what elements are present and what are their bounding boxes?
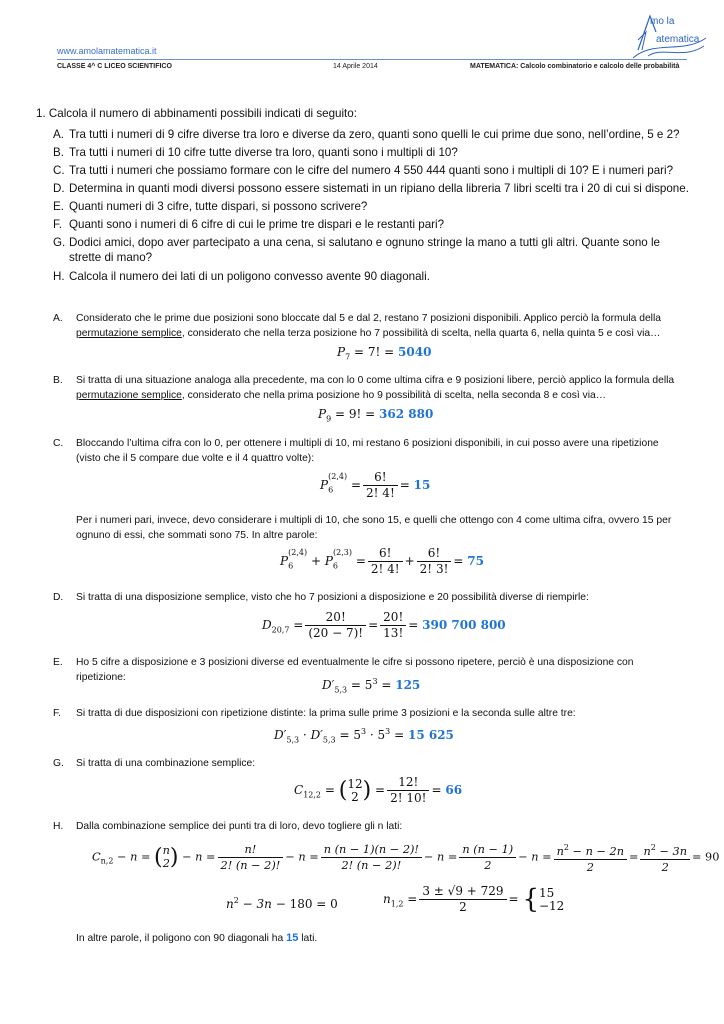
header-rule	[57, 59, 687, 60]
topic: Calcolo combinatorio e calcolo delle probabilità	[520, 63, 680, 70]
formula-c1: $P_6^{(2,4)}$ = $\frac{6!}{2! 4!}$ = 15	[320, 470, 431, 500]
answer-h: 15	[286, 932, 299, 944]
answer-c1: 15	[413, 478, 431, 492]
subject: MATEMATICA:	[470, 63, 519, 70]
term-permutation: permutazione semplice	[76, 327, 182, 339]
formula-e: $D'_{5,3} = 5^3 = 125$	[322, 677, 421, 695]
solution-f-label: F.	[53, 708, 62, 719]
formula-f: $D'_{5,3} \cdot D'_{5,3} = 5^3 \cdot 5^3 = 15$ 625	[274, 727, 454, 745]
solution-a-label: A.	[53, 313, 63, 324]
answer-g: 66	[445, 783, 463, 797]
logo-text-1: mo la	[650, 16, 675, 27]
solution-f-text: Si tratta di due disposizioni con ripetizione distinte: la prima sulle prime 3 posizioni e la seconda sulle altre tre:	[76, 708, 576, 719]
solution-g-text: Si tratta di una combinazione semplice:	[76, 758, 256, 769]
solution-c-label: C.	[53, 438, 64, 449]
solution-b-text: Si tratta di una situazione analoga alla precedente, ma con lo 0 come ultima cifra e 9 posizioni libere, perciò applico la formula della permutazione semplice, considerato che nella prima posizione ho 9 possibilità di scelta, nella seconda 8 e così via…	[76, 375, 675, 401]
formula-a: $P_7 = 7$! = 5040	[337, 345, 432, 362]
formula-h3: $n_{1,2}$ = $\frac{3 \pm √9 + 729}{2}$ = { 15 −12	[383, 884, 565, 915]
formula-g: $C_{12,2}$ = ( 12 2 ) = $\frac{12!}{2! 10!}$ = 66	[294, 775, 463, 805]
solution-b-label: B.	[53, 375, 63, 386]
solution-d-label: D.	[53, 592, 64, 603]
solution-h-label: H.	[53, 821, 64, 832]
answer-c2: 75	[467, 554, 484, 568]
exercise-title: 1. Calcola il numero di abbinamenti possibili indicati di seguito:	[36, 107, 357, 120]
answer-d: 390 700 800	[422, 618, 506, 632]
formula-d: $D_{20,7}$ = $\frac{20!}{(20 - 7)!}$ = $\frac{20!}{13!}$ = 390 700 800	[262, 610, 506, 640]
date-label: 14 Aprile 2014	[333, 63, 378, 70]
solution-e-label: E.	[53, 657, 63, 668]
solution-g-label: G.	[53, 758, 64, 769]
formula-b: $P_9 = 9$! = 362 880	[318, 407, 434, 424]
answer-f: 15 625	[407, 728, 454, 742]
formula-h1: $C_{n,2} - n$ = ( n 2 ) − n = $\frac{n!}{2! (n - 2)!}$ − n = $\frac{n (n - 1)(n - 2)!}{2! (n - 2)!}$ − n = $\frac{n (n - 1)}{2}$ − n = $\frac{n^2 - n - 2n}{2}$ = $\frac{n^2 - 3n}{2}$ = 90	[92, 840, 719, 875]
subject-label	[470, 63, 679, 70]
answer-e: 125	[395, 678, 421, 692]
site-url[interactable]: www.amolamatematica.it	[57, 46, 157, 56]
solution-e-text: Ho 5 cifre a disposizione e 3 posizioni diverse ed eventualmente le cifre si possono ripetere, perciò è una disposizione con ripetizione:	[76, 657, 634, 683]
closing-text: In altre parole, il poligono con 90 diagonali ha 15 lati.	[76, 932, 318, 944]
answer-b: 362 880	[379, 407, 434, 421]
formula-h2: $n^2 - 3n - 180 = 0$	[226, 896, 338, 911]
solution-a-text: Considerato che le prime due posizioni sono bloccate dal 5 e dal 2, restano 7 posizioni disponibili. Applico perciò la formula della permutazione semplice, considerato che nella terza posizione ho 7 possibilità di scelta, nella quarta 6, nella quinta 5 e così via…	[76, 313, 661, 339]
term-permutation-b: permutazione semplice	[76, 389, 182, 401]
logo	[628, 10, 708, 62]
logo-text-2: atematica	[656, 34, 700, 45]
logo-icon	[628, 10, 708, 62]
solution-c-text-b: Per i numeri pari, invece, devo considerare i multipli di 10, che sono 15, e quelli che ottengo con 4 come ultima cifra, ovvero 15 per ognuno di essi, che sommati sono 75. In altre parole:	[76, 515, 672, 541]
solution-d-text: Si tratta di una disposizione semplice, visto che ho 7 posizioni a disposizione e 20 possibilità diverse di riempirle:	[76, 592, 589, 603]
formula-c2: $P_6^{(2,4)} + P_6^{(2,3)}$ = $\frac{6!}{2! 4!}$ + $\frac{6!}{2! 3!}$ = 75	[280, 546, 484, 576]
answer-a: 5040	[398, 345, 432, 359]
solution-h-text: Dalla combinazione semplice dei punti tra di loro, devo togliere gli n lati:	[76, 821, 403, 832]
class-label: CLASSE 4^ C LICEO SCIENTIFICO	[57, 63, 172, 70]
solution-c-text: Bloccando l’ultima cifra con lo 0, per ottenere i multipli di 10, mi restano 6 posizioni disponibili, in cui posso avere una ripetizione (visto che il 5 compare due volte e il 4 quattro volte):	[76, 438, 659, 464]
